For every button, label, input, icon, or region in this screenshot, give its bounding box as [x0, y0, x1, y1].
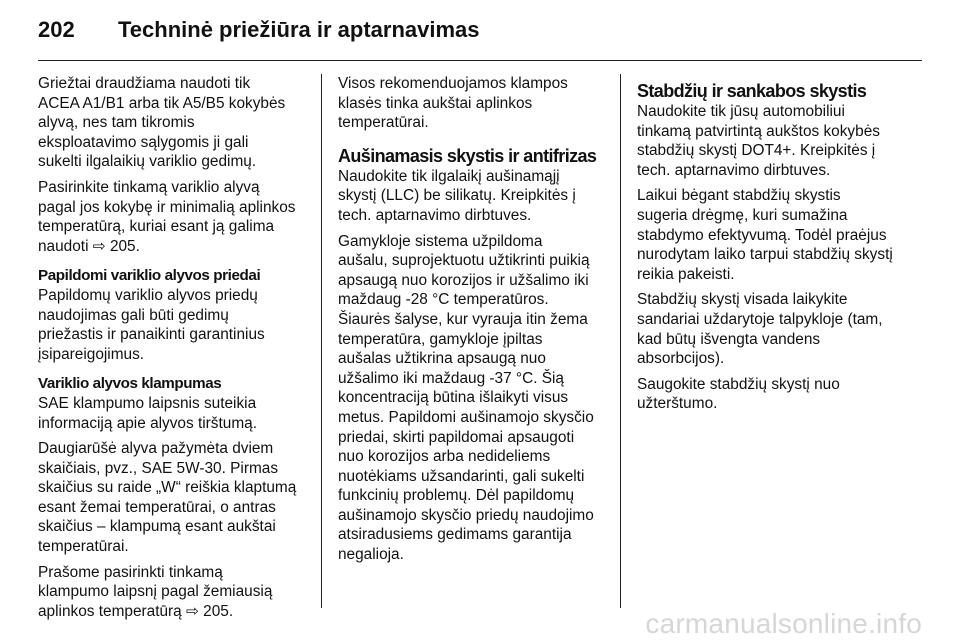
- page-title: Techninė priežiūra ir aptarnavimas: [118, 17, 480, 42]
- paragraph: Gamykloje sistema užpildoma aušalu, suprojektuotu užtikrinti puikią apsaugą nuo korozijos ir užšalimo iki maždaug -28 °C temperatūros. Šiaurės šalyse, kur vyrauja itin žema temperatūra, gamykloje įpiltas aušalas užtikrina apsaugą nuo užšalimo iki maždaug -37 °C. Šią koncentraciją būtina išlaikyti visus metus. Papildomi aušinamojo skysčio priedai, skirti papildomai apsaugoti nuo korozijos arba nedideliems nuotėkiams užsandarinti, gali sukelti funkcinių problemų. Dėl papildomų aušinamojo skysčio priedų naudojimo atsiradusiems gedimams garantija negalioja.: [338, 232, 594, 564]
- paragraph: Naudokite tik jūsų automobiliui tinkamą patvirtintą aukštos kokybės stabdžių skystį DOT4+. Kreipkitės į tech. aptarnavimo dirbtuves.: [637, 103, 880, 179]
- column-1: [38, 74, 306, 627]
- paragraph: Pasirinkite tinkamą variklio alyvą pagal jos kokybę ir minimalią aplinkos temperatūrą, kuriai esant ją galima naudoti ⇨ 205.: [38, 178, 296, 255]
- paragraph: Griežtai draudžiama naudoti tik ACEA A1/B1 arba tik A5/B5 kokybės alyvą, nes tam tikromis eksploatavimo sąlygomis ji gali sukelti ilgalaikių variklio gedimų.: [38, 75, 286, 171]
- paragraph: Visos rekomenduojamos klampos klasės tinka aukštai aplinkos temperatūrai.: [338, 75, 568, 132]
- section-subheading: Papildomi variklio alyvos priedai: [38, 267, 261, 285]
- paragraph: Prašome pasirinkti tinkamą klampumo laipsnį pagal žemiausią aplinkos temperatūrą ⇨ 205.: [38, 563, 273, 620]
- paragraph: Saugokite stabdžių skystį nuo užterštumo.: [637, 375, 840, 413]
- column-divider: [321, 74, 322, 608]
- section-heading: Stabdžių ir sankabos skystis: [637, 81, 867, 101]
- paragraph: SAE klampumo laipsnis suteikia informaciją apie alyvos tirštumą.: [38, 394, 257, 432]
- header-divider: [38, 60, 922, 61]
- column-2: [338, 74, 606, 571]
- watermark-text: carmanualsonline.info: [645, 608, 922, 639]
- column-divider: [620, 74, 621, 608]
- paragraph: Laikui bėgant stabdžių skystis sugeria drėgmę, kuri sumažina stabdymo efektyvumą. Todėl praėjus nurodytam laiko tarpui stabdžių skystį reikia pakeisti.: [637, 187, 893, 283]
- paragraph: Naudokite tik ilgalaikį aušinamąjį skystį (LLC) be silikatų. Kreipkitės į tech. aptarnavimo dirbtuves.: [338, 167, 576, 224]
- page-number: 202: [38, 17, 75, 42]
- section-subheading: Variklio alyvos klampumas: [38, 375, 222, 393]
- paragraph: Papildomų variklio alyvos priedų naudojimas gali būti gedimų priežastis ir panaikinti garantinius įsipareigojimus.: [38, 286, 265, 363]
- page-header: [38, 8, 922, 52]
- paragraph: Daugiarūšė alyva pažymėta dviem skaičiais, pvz., SAE 5W-30. Pirmas skaičius su raide „W“ reiškia klaptumą esant žemai temperatūrai, o antras skaičius – klampumą esant aukštai temperatūrai.: [38, 440, 297, 556]
- column-3: [637, 74, 907, 420]
- section-heading: Aušinamasis skystis ir antifrizas: [338, 145, 597, 166]
- paragraph: Stabdžių skystį visada laikykite sandariai uždarytoje talpykloje (tam, kad būtų išvengta vandens absorbcijos).: [637, 291, 883, 368]
